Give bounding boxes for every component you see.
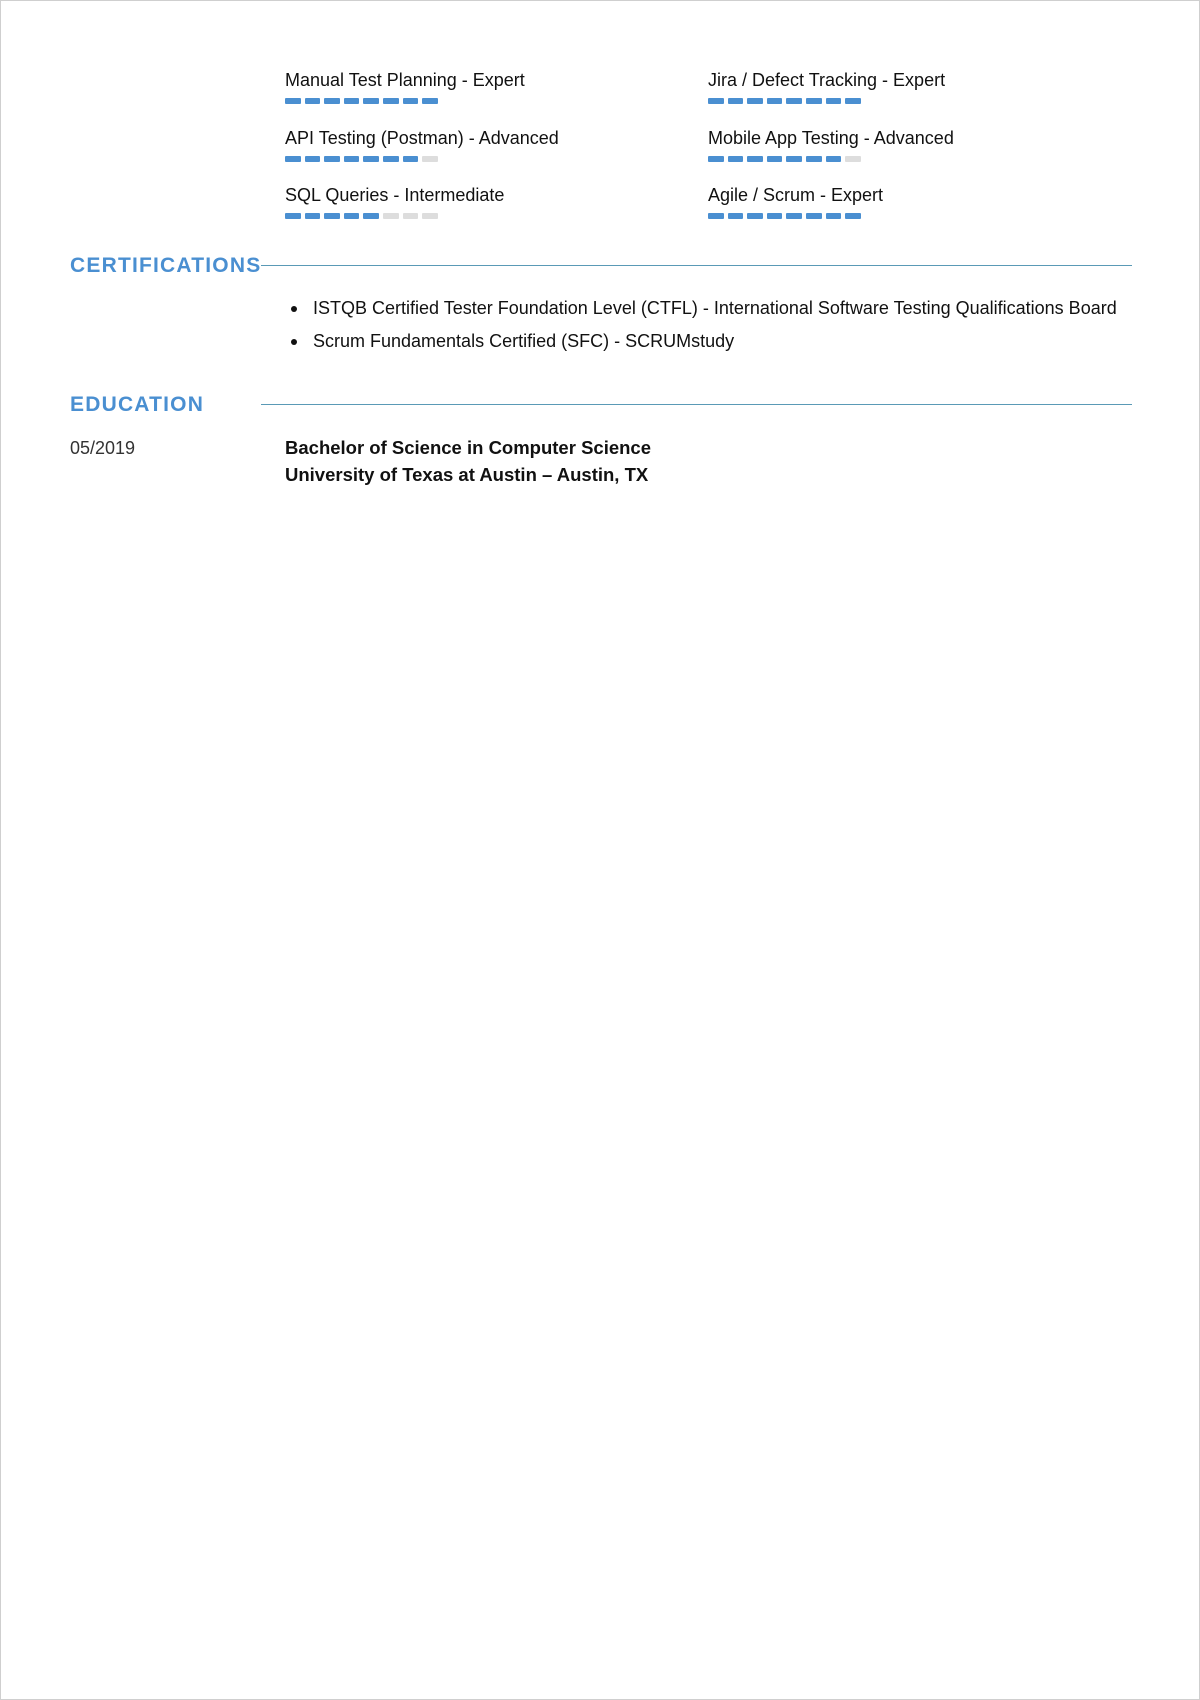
skill-level-bar (285, 213, 708, 219)
skill-segment-empty (383, 213, 399, 219)
section-title: EDUCATION (70, 393, 205, 416)
skill-item (708, 69, 1085, 127)
skill-segment-filled (708, 213, 724, 219)
skill-label: Jira / Defect Tracking - Expert (708, 70, 946, 90)
skill-segment-filled (826, 213, 842, 219)
skill-segment-filled (786, 98, 802, 104)
skill-level-bar (708, 156, 1085, 162)
certifications-header (70, 253, 1132, 283)
skill-segment-filled (363, 213, 379, 219)
certifications-list (285, 297, 1145, 363)
section-divider (261, 404, 1132, 405)
skill-segment-filled (383, 98, 399, 104)
skill-segment-filled (383, 156, 399, 162)
skill-segment-filled (747, 213, 763, 219)
skill-segment-filled (285, 156, 301, 162)
skill-segment-filled (403, 156, 419, 162)
skill-segment-filled (324, 213, 340, 219)
skill-segment-empty (422, 213, 438, 219)
skill-segment-filled (403, 98, 419, 104)
skill-segment-filled (826, 156, 842, 162)
section-title: CERTIFICATIONS (70, 254, 262, 277)
skill-segment-filled (786, 156, 802, 162)
skill-segment-filled (747, 98, 763, 104)
skill-segment-empty (845, 156, 861, 162)
skill-segment-filled (344, 98, 360, 104)
skill-segment-filled (344, 156, 360, 162)
skill-segment-filled (806, 98, 822, 104)
skill-item (285, 69, 708, 127)
skill-item (285, 184, 708, 242)
skill-label: Mobile App Testing - Advanced (708, 127, 954, 148)
skill-segment-filled (708, 98, 724, 104)
skill-label: Agile / Scrum - Expert (708, 185, 884, 205)
skill-level-bar (708, 213, 1085, 219)
skill-segment-filled (305, 156, 321, 162)
skill-segment-filled (285, 213, 301, 219)
skill-segment-filled (728, 156, 744, 162)
skill-segment-filled (767, 213, 783, 219)
skill-segment-filled (324, 156, 340, 162)
education-school: University of Texas at Austin – Austin, TX (285, 464, 649, 485)
skill-segment-filled (845, 213, 861, 219)
skill-segment-empty (422, 156, 438, 162)
skill-segment-filled (285, 98, 301, 104)
skill-item (708, 127, 1085, 185)
skill-segment-filled (324, 98, 340, 104)
skill-level-bar (285, 156, 708, 162)
skill-segment-filled (363, 98, 379, 104)
skill-segment-filled (786, 213, 802, 219)
certification-item: Scrum Fundamentals Certified (SFC) - SCRUMstudy (285, 330, 1145, 352)
skill-segment-filled (767, 156, 783, 162)
skill-label: Manual Test Planning - Expert (285, 70, 525, 90)
skill-label: SQL Queries - Intermediate (285, 185, 505, 205)
education-degree: Bachelor of Science in Computer Science (285, 437, 651, 458)
skills-grid (285, 69, 1085, 242)
skill-segment-filled (747, 156, 763, 162)
skill-segment-filled (806, 156, 822, 162)
skill-item (708, 184, 1085, 242)
skill-segment-filled (363, 156, 379, 162)
skill-segment-filled (708, 156, 724, 162)
skill-segment-filled (728, 98, 744, 104)
skill-label: API Testing (Postman) - Advanced (285, 127, 559, 148)
skill-segment-filled (344, 213, 360, 219)
section-divider (261, 265, 1132, 266)
skill-segment-filled (826, 98, 842, 104)
skill-segment-filled (767, 98, 783, 104)
skill-segment-filled (806, 213, 822, 219)
skill-segment-filled (845, 98, 861, 104)
education-date: 05/2019 (70, 438, 136, 458)
education-header (70, 392, 1132, 422)
skill-segment-empty (403, 213, 419, 219)
skill-item (285, 127, 708, 185)
skill-segment-filled (305, 98, 321, 104)
skill-level-bar (285, 98, 708, 104)
certification-item: ISTQB Certified Tester Foundation Level (CTFL) - International Software Testing Qualifications Board (285, 297, 1145, 319)
skill-segment-filled (728, 213, 744, 219)
skill-level-bar (708, 98, 1085, 104)
skill-segment-filled (305, 213, 321, 219)
skill-segment-filled (422, 98, 438, 104)
